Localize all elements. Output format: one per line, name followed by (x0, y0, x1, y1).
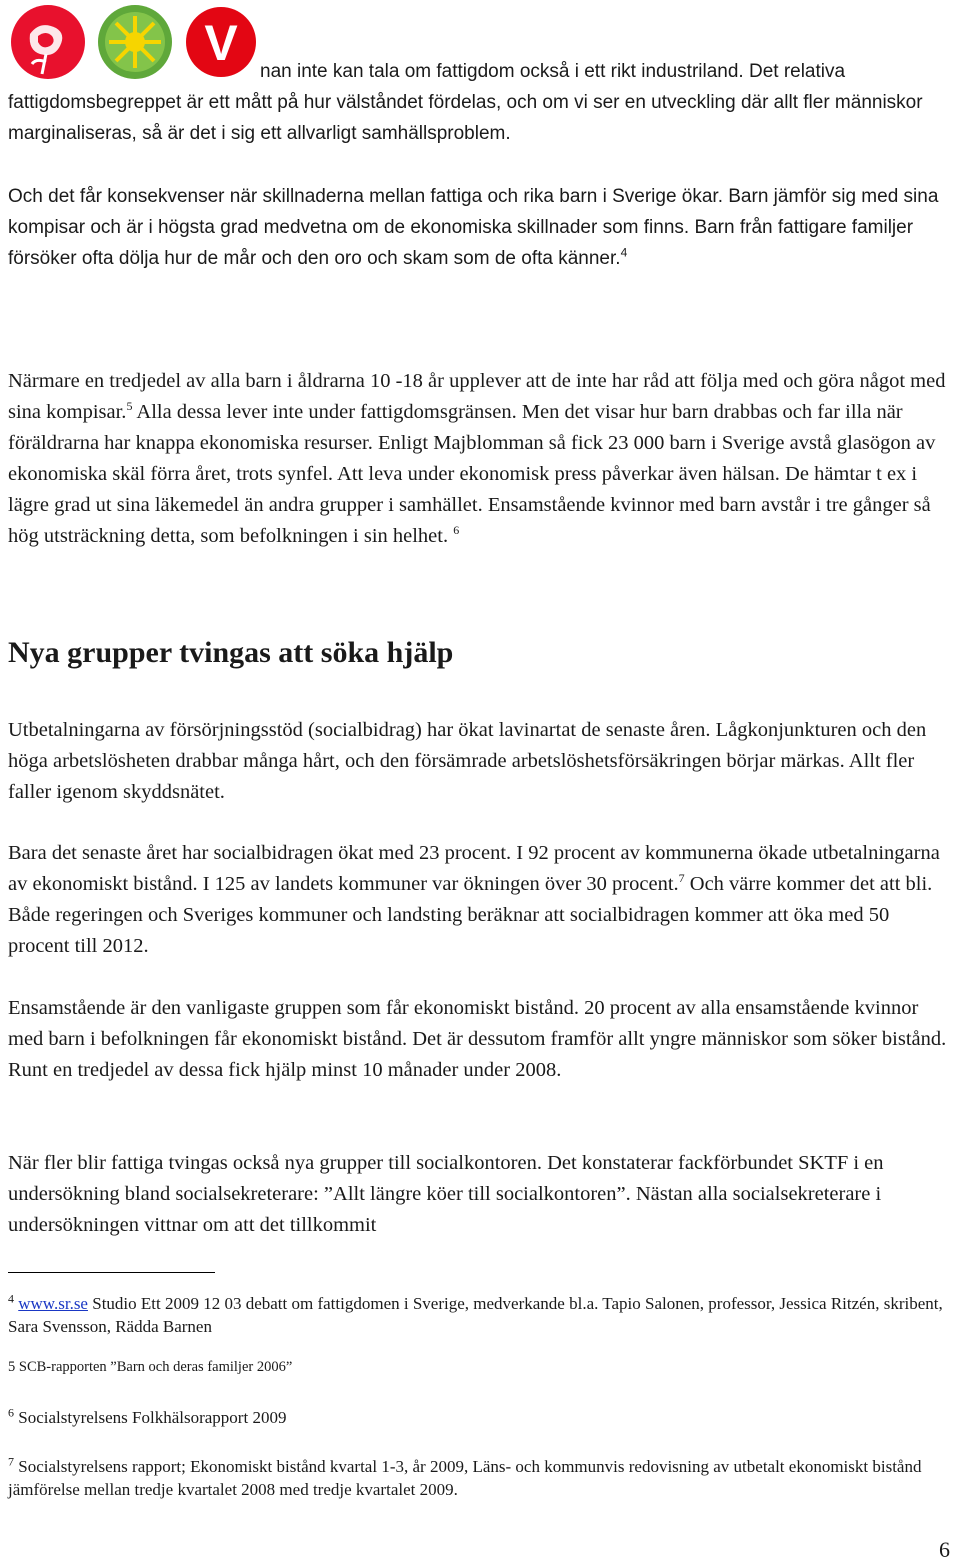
paragraph-7: När fler blir fattiga tvingas också nya grupper till socialkontoren. Det konstaterar fackförbundet SKTF i en undersökning bland socialsekreterare: ”Allt längre köer till socialkontoren”. Nästan alla socialsekreterare i undersökningen vittnar om att det tillkommit (8, 1152, 884, 1236)
paragraph-4: Utbetalningarna av försörjningsstöd (socialbidrag) har ökat lavinartat de senaste åren. Lågkonjunkturen och den höga arbetslösheten drabbar många hårt, och den försämrade arbetslöshetsförsäkringen börjar märkas. Allt fler faller igenom skyddsnätet. (8, 719, 927, 803)
footnote-ref-7: 7 (678, 871, 685, 886)
paragraph-5-text-b: Och värre kommer det att bli. Både regeringen och Sveriges kommuner och landsting beräknar att socialbidragen kommer att öka med 50 procent till 2012. (8, 873, 933, 957)
paragraph-3 (8, 366, 948, 552)
paragraph-1: nan inte kan tala om fattigdom också i ett rikt industriland. Det relativa fattigdomsbegreppet är ett mått på hur välståndet fördelas, och om vi ser en utveckling där allt fler människor marginaliseras, så är det i sig ett allvarligt samhällsproblem. (8, 61, 923, 144)
paragraph-5 (8, 838, 948, 962)
paragraph-6: Ensamstående är den vanligaste gruppen som får ekonomiskt bistånd. 20 procent av alla ensamstående kvinnor med barn i befolkningen får ekonomiskt bistånd. Det är dessutom framför allt yngre människor som söker bistånd. Runt en tredjedel av dessa fick hjälp minst 10 månader under 2008. (8, 997, 947, 1081)
footnote-7-number: 7 (8, 1454, 14, 1469)
footnote-7-text: Socialstyrelsens rapport; Ekonomiskt bistånd kvartal 1-3, år 2009, Läns- och kommunvis redovisning av utbetalt ekonomiskt bistånd jämförelse mellan tredje kvartalet 2008 med tredje kvartalet 2009. (8, 1457, 922, 1499)
footnote-6-number: 6 (8, 1405, 14, 1420)
footnote-6 (8, 1406, 953, 1429)
footnote-4 (8, 1292, 953, 1338)
paragraph-2-text: Och det får konsekvenser när skillnaderna mellan fattiga och rika barn i Sverige ökar. Barn jämför sig med sina kompisar och är i högsta grad medvetna om de ekonomiska skillnader som finns. Barn från fattigare familjer försöker ofta dölja hur de mår och den oro och skam som de ofta känner. (8, 186, 939, 269)
paragraph-3-text-b: Alla dessa lever inte under fattigdomsgränsen. Men det visar hur barn drabbas och far illa när föräldrarna har knappa ekonomiska resurser. Enligt Majblomman så fick 23 000 barn i Sverige avstå glasögon av ekonomiska skäl förra året, trots synfel. Att leva under ekonomisk press påverkar även hälsan. De hämtar t ex i lägre grad ut sina läkemedel än andra grupper i samhället. Ensamstående kvinnor med barn avstår i tre gånger så hög utsträckning detta, som befolkningen i sin helhet. (8, 401, 936, 547)
footnote-4-link[interactable]: www.sr.se (18, 1294, 88, 1313)
footnote-ref-6: 6 (453, 523, 460, 538)
footnote-ref-4: 4 (620, 245, 628, 260)
footnote-6-text: Socialstyrelsens Folkhälsorapport 2009 (18, 1408, 287, 1427)
footnote-4-number: 4 (8, 1291, 14, 1306)
section-heading: Nya grupper tvingas att söka hjälp (8, 636, 454, 669)
page-number: 6 (939, 1537, 950, 1562)
paragraph-3-text-a: Närmare en tredjedel av alla barn i åldrarna 10 -18 år upplever att de inte har råd att följa med och göra något med sina kompisar. (8, 370, 946, 423)
paragraph-5-text-a: Bara det senaste året har socialbidragen ökat med 23 procent. I 92 procent av kommunerna ökade utbetalningarna av ekonomiskt bistånd. I 125 av landets kommuner var ökningen över 30 procent. (8, 842, 940, 895)
footnote-5: 5 SCB-rapporten ”Barn och deras familjer 2006” (8, 1359, 293, 1375)
footnote-separator (8, 1272, 215, 1273)
v-letter: V (204, 15, 238, 71)
paragraph-2 (8, 181, 948, 274)
footnote-4-text: Studio Ett 2009 12 03 debatt om fattigdomen i Sverige, medverkande bl.a. Tapio Salonen, professor, Jessica Ritzén, skribent, Sara Svensson, Rädda Barnen (8, 1294, 943, 1336)
footnote-ref-5: 5 (126, 399, 133, 414)
footnote-7 (8, 1455, 953, 1501)
